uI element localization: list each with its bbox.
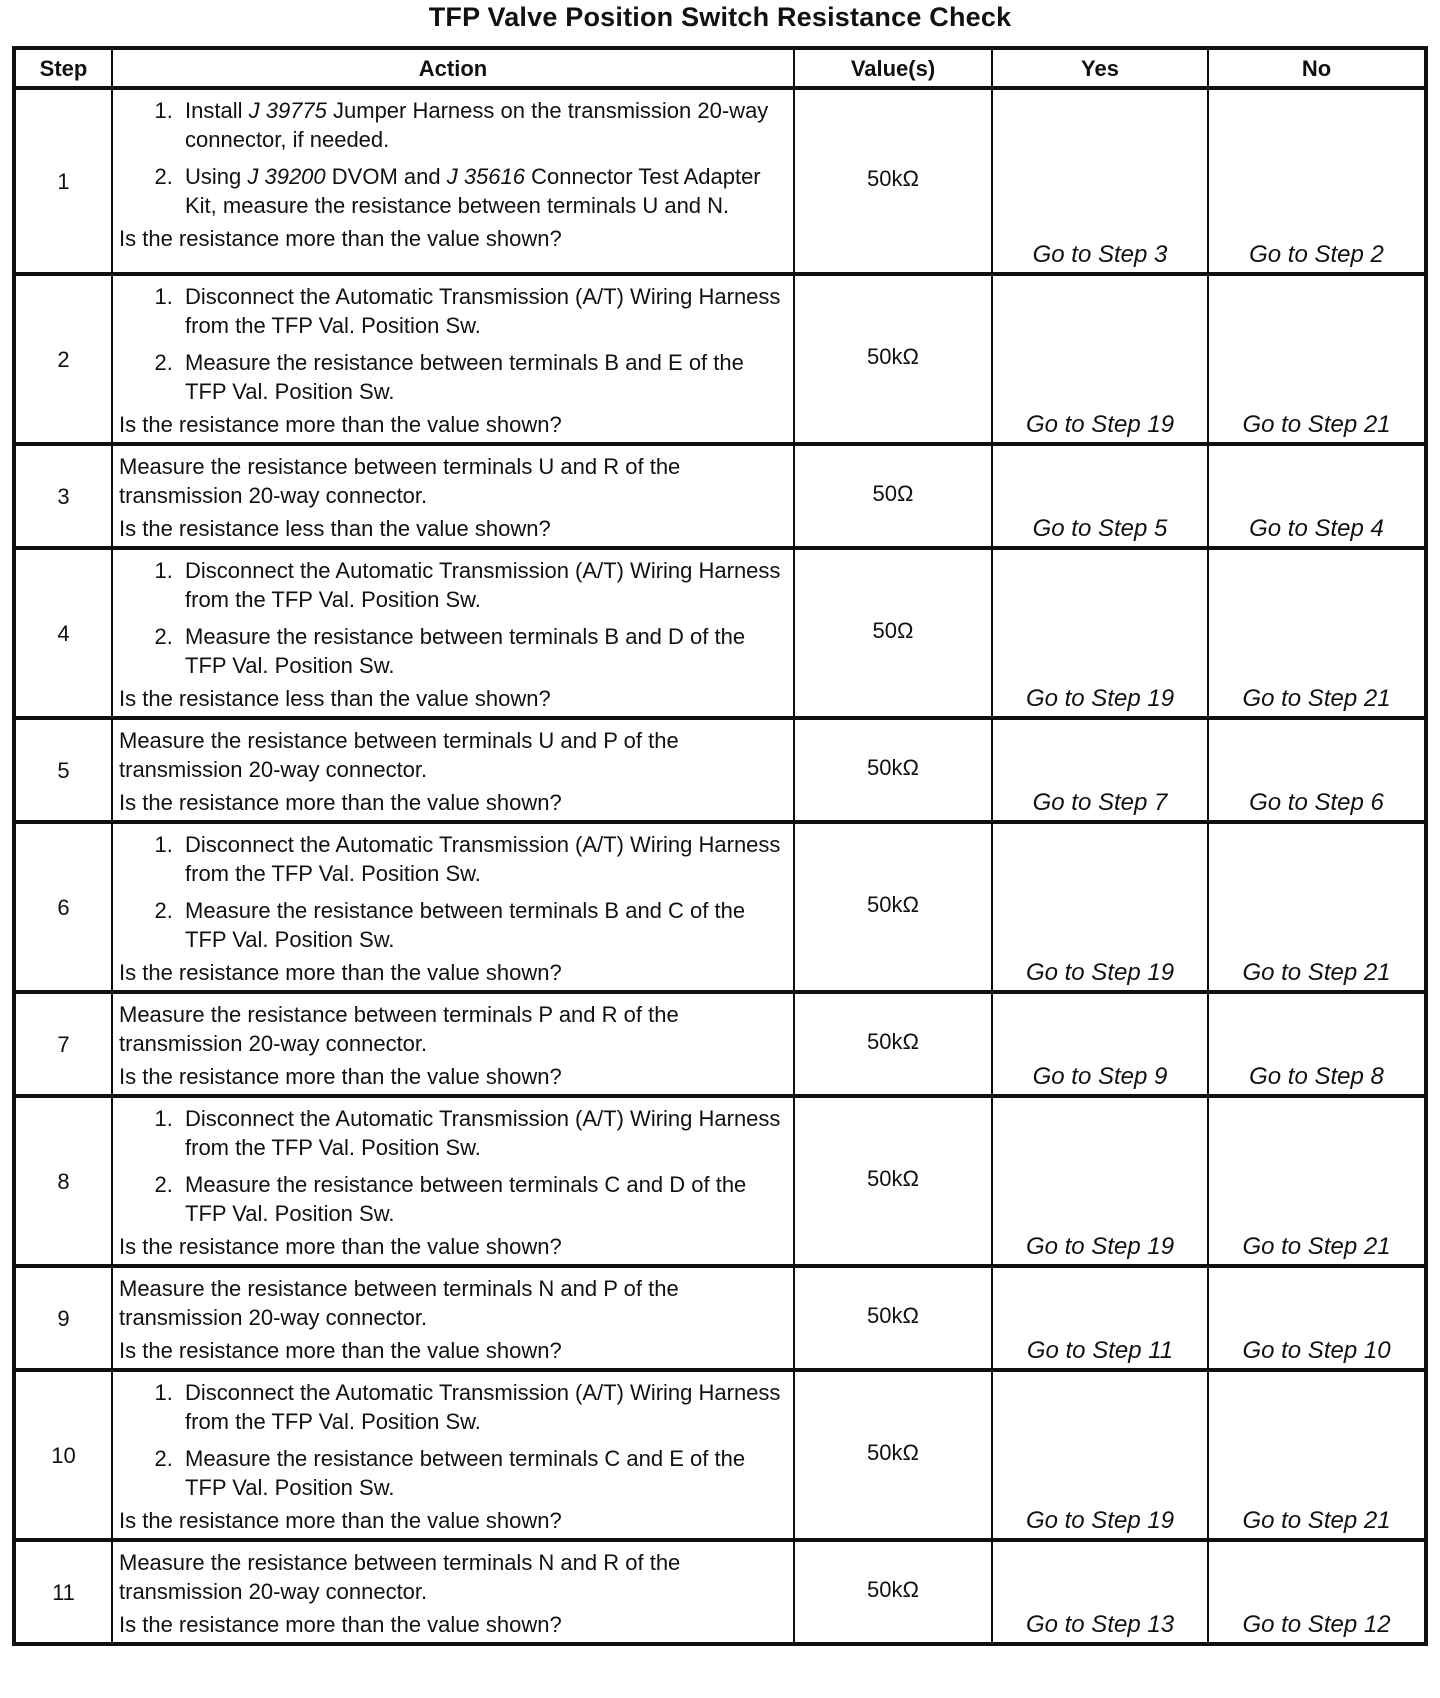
action-question: Is the resistance more than the value shown? xyxy=(119,790,562,815)
action-text: Measure the resistance between terminals B and C of the TFP Val. Position Sw. xyxy=(185,898,746,952)
action-list xyxy=(119,1378,783,1502)
action-cell xyxy=(112,1266,794,1370)
table-row xyxy=(14,548,1426,718)
value-cell: 50kΩ xyxy=(794,88,992,274)
yes-cell: Go to Step 3 xyxy=(992,88,1208,274)
action-list xyxy=(119,830,783,954)
yes-cell: Go to Step 11 xyxy=(992,1266,1208,1370)
no-cell: Go to Step 2 xyxy=(1208,88,1426,274)
action-cell xyxy=(112,1096,794,1266)
action-text: DVOM and xyxy=(325,164,447,189)
action-text: Measure the resistance between terminals N and P of the transmission 20-way connector. xyxy=(119,1276,679,1330)
action-item xyxy=(179,1170,783,1228)
action-text: Disconnect the Automatic Transmission (A/T) Wiring Harness from the TFP Val. Position Sw. xyxy=(185,284,781,338)
step-number: 11 xyxy=(14,1540,112,1644)
action-text: Measure the resistance between terminals U and P of the transmission 20-way connector. xyxy=(119,728,679,782)
tool-number: J 35616 xyxy=(446,164,525,189)
step-number: 2 xyxy=(14,274,112,444)
yes-cell: Go to Step 19 xyxy=(992,822,1208,992)
action-text: Disconnect the Automatic Transmission (A/T) Wiring Harness from the TFP Val. Position Sw. xyxy=(185,832,781,886)
no-cell: Go to Step 21 xyxy=(1208,1096,1426,1266)
header-step: Step xyxy=(14,48,112,88)
action-question: Is the resistance more than the value shown? xyxy=(119,226,562,251)
table-row xyxy=(14,1540,1426,1644)
action-text: Using xyxy=(185,164,248,189)
value-cell: 50Ω xyxy=(794,444,992,548)
action-text: Disconnect the Automatic Transmission (A/T) Wiring Harness from the TFP Val. Position Sw. xyxy=(185,558,781,612)
action-list xyxy=(119,96,783,220)
action-text: Measure the resistance between terminals B and E of the TFP Val. Position Sw. xyxy=(185,350,744,404)
action-text: Disconnect the Automatic Transmission (A/T) Wiring Harness from the TFP Val. Position Sw. xyxy=(185,1106,781,1160)
header-action: Action xyxy=(112,48,794,88)
step-number: 4 xyxy=(14,548,112,718)
yes-cell: Go to Step 5 xyxy=(992,444,1208,548)
action-item xyxy=(179,96,783,154)
yes-cell: Go to Step 19 xyxy=(992,274,1208,444)
action-text: Jumper Harness on the transmission 20-way connector, if needed. xyxy=(185,98,769,152)
action-cell xyxy=(112,992,794,1096)
action-item xyxy=(179,830,783,888)
action-text: Measure the resistance between terminals C and D of the TFP Val. Position Sw. xyxy=(185,1172,747,1226)
action-question: Is the resistance more than the value shown? xyxy=(119,1338,562,1363)
step-number: 3 xyxy=(14,444,112,548)
header-values: Value(s) xyxy=(794,48,992,88)
action-text: Measure the resistance between terminals C and E of the TFP Val. Position Sw. xyxy=(185,1446,746,1500)
action-question: Is the resistance more than the value shown? xyxy=(119,1612,562,1637)
table-row xyxy=(14,822,1426,992)
action-text: Connector Test Adapter Kit, measure the resistance between terminals U and N. xyxy=(185,164,761,218)
table-row xyxy=(14,1096,1426,1266)
action-list xyxy=(119,556,783,680)
table-row xyxy=(14,1370,1426,1540)
value-cell: 50kΩ xyxy=(794,1540,992,1644)
resistance-check-table xyxy=(12,46,1428,1646)
action-cell xyxy=(112,1540,794,1644)
action-item xyxy=(179,1378,783,1436)
yes-cell: Go to Step 19 xyxy=(992,548,1208,718)
action-cell xyxy=(112,1370,794,1540)
action-text: Install xyxy=(185,98,249,123)
action-cell xyxy=(112,274,794,444)
table-row xyxy=(14,718,1426,822)
action-cell xyxy=(112,822,794,992)
action-list xyxy=(119,282,783,406)
no-cell: Go to Step 21 xyxy=(1208,274,1426,444)
action-question: Is the resistance less than the value shown? xyxy=(119,516,551,541)
action-text: Disconnect the Automatic Transmission (A/T) Wiring Harness from the TFP Val. Position Sw. xyxy=(185,1380,781,1434)
action-cell xyxy=(112,88,794,274)
action-question: Is the resistance less than the value shown? xyxy=(119,686,551,711)
action-text: Measure the resistance between terminals P and R of the transmission 20-way connector. xyxy=(119,1002,679,1056)
step-number: 8 xyxy=(14,1096,112,1266)
step-number: 5 xyxy=(14,718,112,822)
value-cell: 50Ω xyxy=(794,548,992,718)
table-row xyxy=(14,88,1426,274)
action-question: Is the resistance more than the value shown? xyxy=(119,412,562,437)
action-item xyxy=(179,348,783,406)
no-cell: Go to Step 8 xyxy=(1208,992,1426,1096)
value-cell: 50kΩ xyxy=(794,822,992,992)
table-row xyxy=(14,274,1426,444)
no-cell: Go to Step 12 xyxy=(1208,1540,1426,1644)
action-cell xyxy=(112,718,794,822)
yes-cell: Go to Step 7 xyxy=(992,718,1208,822)
action-text: Measure the resistance between terminals U and R of the transmission 20-way connector. xyxy=(119,454,681,508)
action-cell xyxy=(112,548,794,718)
header-row xyxy=(14,48,1426,88)
action-list xyxy=(119,1104,783,1228)
value-cell: 50kΩ xyxy=(794,718,992,822)
value-cell: 50kΩ xyxy=(794,1096,992,1266)
no-cell: Go to Step 10 xyxy=(1208,1266,1426,1370)
action-item xyxy=(179,1444,783,1502)
no-cell: Go to Step 4 xyxy=(1208,444,1426,548)
step-number: 10 xyxy=(14,1370,112,1540)
yes-cell: Go to Step 19 xyxy=(992,1096,1208,1266)
yes-cell: Go to Step 13 xyxy=(992,1540,1208,1644)
table-body xyxy=(14,88,1426,1644)
table-row xyxy=(14,1266,1426,1370)
action-item xyxy=(179,896,783,954)
header-yes: Yes xyxy=(992,48,1208,88)
action-question: Is the resistance more than the value shown? xyxy=(119,1234,562,1259)
action-item xyxy=(179,556,783,614)
action-question: Is the resistance more than the value shown? xyxy=(119,960,562,985)
no-cell: Go to Step 21 xyxy=(1208,822,1426,992)
yes-cell: Go to Step 9 xyxy=(992,992,1208,1096)
action-question: Is the resistance more than the value shown? xyxy=(119,1508,562,1533)
action-item xyxy=(179,622,783,680)
action-item xyxy=(179,162,783,220)
value-cell: 50kΩ xyxy=(794,1370,992,1540)
action-item xyxy=(179,282,783,340)
value-cell: 50kΩ xyxy=(794,992,992,1096)
no-cell: Go to Step 6 xyxy=(1208,718,1426,822)
table-row xyxy=(14,992,1426,1096)
step-number: 1 xyxy=(14,88,112,274)
action-text: Measure the resistance between terminals N and R of the transmission 20-way connector. xyxy=(119,1550,681,1604)
header-no: No xyxy=(1208,48,1426,88)
action-item xyxy=(179,1104,783,1162)
no-cell: Go to Step 21 xyxy=(1208,548,1426,718)
no-cell: Go to Step 21 xyxy=(1208,1370,1426,1540)
page-title: TFP Valve Position Switch Resistance Check xyxy=(428,2,1012,32)
action-question: Is the resistance more than the value shown? xyxy=(119,1064,562,1089)
yes-cell: Go to Step 19 xyxy=(992,1370,1208,1540)
value-cell: 50kΩ xyxy=(794,1266,992,1370)
step-number: 7 xyxy=(14,992,112,1096)
action-cell xyxy=(112,444,794,548)
tool-number: J 39775 xyxy=(248,98,327,123)
step-number: 9 xyxy=(14,1266,112,1370)
action-text: Measure the resistance between terminals B and D of the TFP Val. Position Sw. xyxy=(185,624,746,678)
table-row xyxy=(14,444,1426,548)
value-cell: 50kΩ xyxy=(794,274,992,444)
tool-number: J 39200 xyxy=(247,164,326,189)
step-number: 6 xyxy=(14,822,112,992)
